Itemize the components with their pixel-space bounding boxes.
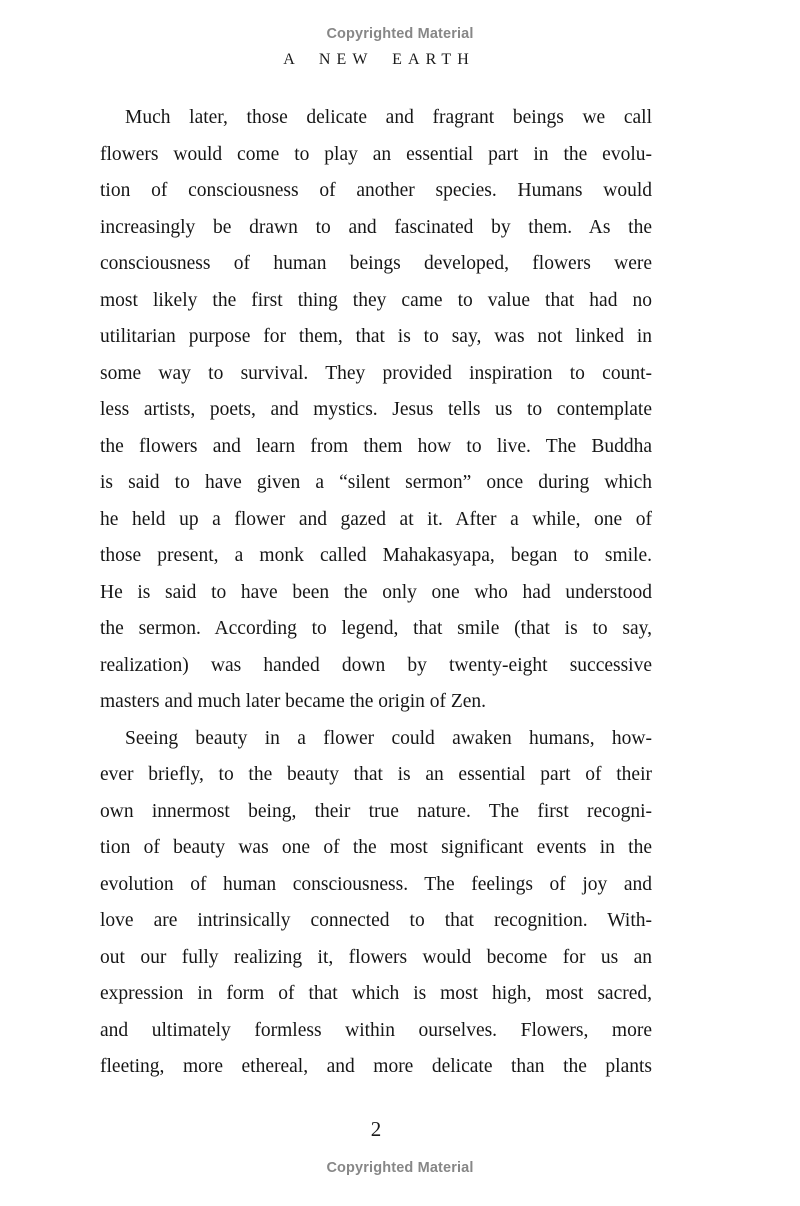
page-body xyxy=(100,100,652,1086)
text-line: the sermon. According to legend, that smile (that is to say, xyxy=(100,618,652,639)
text-line: love are intrinsically connected to that recognition. With- xyxy=(100,910,652,931)
text-line: own innermost being, their true nature. The first recogni- xyxy=(100,800,652,822)
text-line: the flowers and learn from them how to live. The Buddha xyxy=(100,435,652,457)
text-line: Much later, those delicate and fragrant beings we call xyxy=(125,107,652,128)
text-line: utilitarian purpose for them, that is to say, was not linked in xyxy=(100,326,652,347)
text-line: increasingly be drawn to and fascinated by them. As the xyxy=(100,216,652,238)
running-head-book-title: A NEW EARTH xyxy=(283,51,475,68)
text-line: ever briefly, to the beauty that is an essential part of their xyxy=(100,764,652,785)
text-line: He is said to have been the only one who had understood xyxy=(100,581,652,603)
text-line: out our fully realizing it, flowers would become for us an xyxy=(100,946,652,968)
text-line: Seeing beauty in a flower could awaken humans, how- xyxy=(125,727,652,749)
text-line: some way to survival. They provided inspiration to count- xyxy=(100,362,652,384)
text-line: realization) was handed down by twenty-eight successive xyxy=(100,654,652,676)
text-line: those present, a monk called Mahakasyapa, began to smile. xyxy=(100,545,652,566)
text-line: flowers would come to play an essential part in the evolu- xyxy=(100,143,652,165)
copyright-watermark-bottom: Copyrighted Material xyxy=(326,1160,474,1176)
text-line: masters and much later became the origin of Zen. xyxy=(100,691,487,712)
text-line: tion of beauty was one of the most significant events in the xyxy=(100,837,652,858)
copyright-watermark-top: Copyrighted Material xyxy=(326,26,474,42)
text-line: expression in form of that which is most high, most sacred, xyxy=(100,983,652,1004)
text-line: consciousness of human beings developed, flowers were xyxy=(100,253,652,274)
text-line: evolution of human consciousness. The feelings of joy and xyxy=(100,873,652,895)
text-line: fleeting, more ethereal, and more delicate than the plants xyxy=(100,1056,652,1077)
text-line: less artists, poets, and mystics. Jesus tells us to contemplate xyxy=(100,399,652,420)
page-number: 2 xyxy=(370,1117,382,1141)
text-line: most likely the first thing they came to value that had no xyxy=(100,289,652,311)
text-line: he held up a flower and gazed at it. After a while, one of xyxy=(100,508,652,530)
text-line: is said to have given a “silent sermon” once during which xyxy=(100,472,652,493)
text-line: tion of consciousness of another species. Humans would xyxy=(100,180,652,201)
text-line: and ultimately formless within ourselves. Flowers, more xyxy=(100,1019,652,1041)
